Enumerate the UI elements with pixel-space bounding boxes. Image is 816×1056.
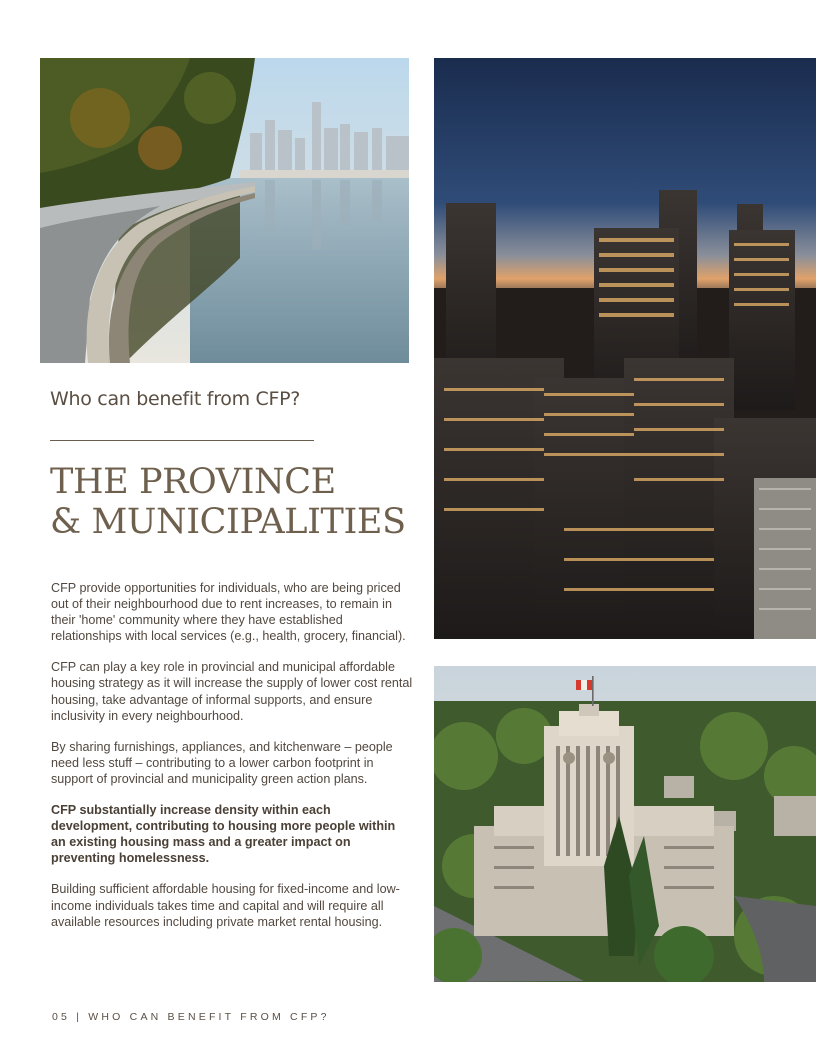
page-number: 05 — [52, 1011, 71, 1023]
seawall-harbour-photo — [40, 58, 409, 363]
footer-section-label: WHO CAN BENEFIT FROM CFP? — [88, 1011, 330, 1023]
paragraph-local-services: CFP provide opportunities for individuals, who are being priced out of their neighbourhood due to rent increases, to remain in their 'home' community where they have established relationships with local services (e.g., health, grocery, financial). — [51, 581, 406, 644]
city-hall-photo — [434, 666, 816, 982]
paragraph-housing-strategy: CFP can play a key role in provincial and municipal affordable housing strategy as it will increase the supply of lower cost rental housing, take advantage of informal supports, and ensure inclusivity in every neighbourhood. — [51, 660, 413, 723]
page-footer — [52, 1011, 330, 1023]
footer-separator: | — [76, 1011, 83, 1023]
body-text — [51, 580, 413, 945]
section-headline — [50, 462, 420, 542]
section-subtitle: Who can benefit from CFP? — [50, 388, 301, 410]
paragraph-resources: Building sufficient affordable housing for fixed-income and low-income individuals takes time and capital and will require all available resources including private market rental housing. — [51, 882, 400, 929]
heading-divider — [50, 440, 314, 441]
headline-line-1: THE PROVINCE — [50, 462, 336, 502]
paragraph-density: CFP substantially increase density within each development, contributing to housing more people within an existing housing mass and a greater impact on preventing homelessness. — [51, 803, 396, 866]
downtown-skyline-photo — [434, 58, 816, 639]
paragraph-sharing: By sharing furnishings, appliances, and kitchenware – people need less stuff – contributing to a lower carbon footprint in support of provincial and municipality green action plans. — [51, 739, 393, 786]
headline-line-2: & MUNICIPALITIES — [50, 502, 406, 542]
